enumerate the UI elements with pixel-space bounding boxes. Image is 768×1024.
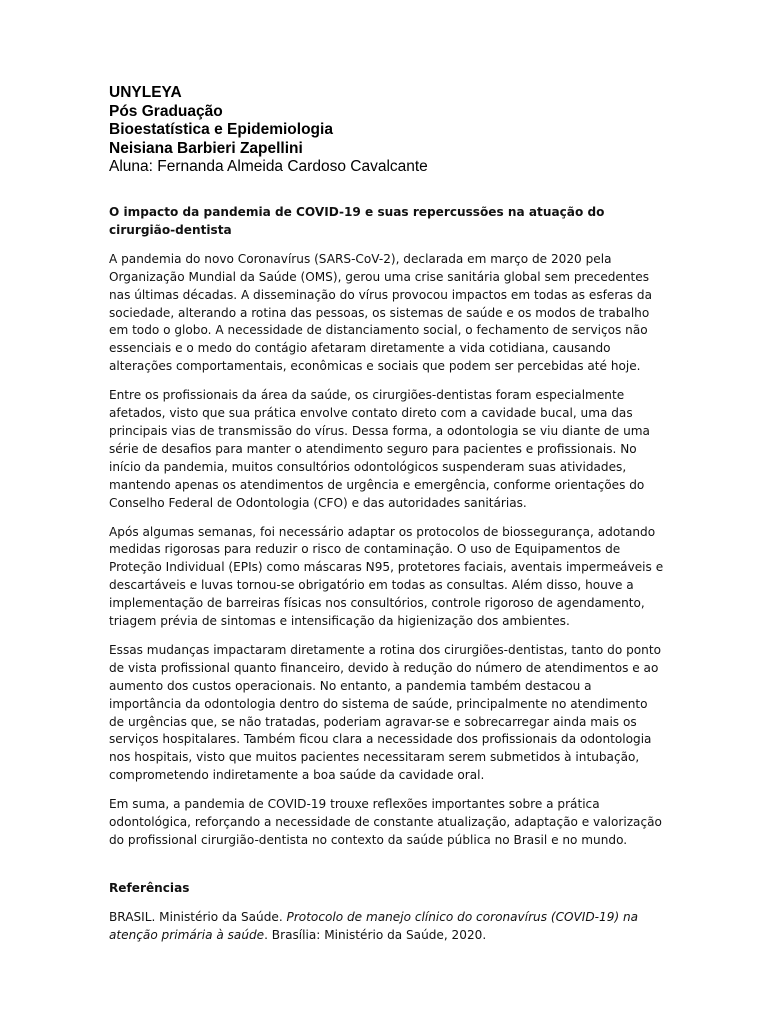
paragraph-4: Essas mudanças impactaram diretamente a rotina dos cirurgiões-dentistas, tanto do ponto de vista profissional quanto financeiro, devido à redução do número de atendimentos e ao aumento dos custos operacionais. No entanto, a pandemia também destacou a importância da odontologia dentro do sistema de saúde, principalmente no atendimento de urgências que, se não tratadas, poderiam agravar-se e sobrecarregar ainda mais os serviços hospitalares. Também ficou clara a necessidade dos profissionais da odontologia nos hospitais, visto que muitos pacientes necessitaram serem submetidos à intubação, comprometendo indiretamente a boa saúde da cavidade oral. — [109, 642, 661, 783]
references-title: Referências — [109, 880, 190, 895]
reference-publisher: . Brasília: Ministério da Saúde, 2020. — [264, 927, 487, 942]
paragraph-3: Após algumas semanas, foi necessário adaptar os protocolos de biossegurança, adotando medidas rigorosas para reduzir o risco de contaminação. O uso de Equipamentos de Proteção Individual (EPIs) como máscaras N95, protetores faciais, aventais impermeáveis e descartáveis e luvas tornou-se obrigatório em todas as consultas. Além disso, houve a implementação de barreiras físicas nos consultórios, controle rigoroso de agendamento, triagem prévia de sintomas e intensificação da higienização dos ambientes. — [109, 524, 664, 629]
document-header — [109, 84, 428, 177]
paragraph-2: Entre os profissionais da área da saúde, os cirurgiões-dentistas foram especialmente afetados, visto que sua prática envolve contato direto com a cavidade bucal, uma das principais vias de transmissão do vírus. Dessa forma, a odontologia se viu diante de uma série de desafios para manter o atendimento seguro para pacientes e profissionais. No início da pandemia, muitos consultórios odontológicos suspenderam suas atividades, mantendo apenas os atendimentos de urgência e emergência, conforme orientações do Conselho Federal de Odontologia (CFO) e das autoridades sanitárias. — [109, 388, 650, 510]
paragraph-5: Em suma, a pandemia de COVID-19 trouxe reflexões importantes sobre a prática odontológica, reforçando a necessidade de constante atualização, adaptação e valorização do profissional cirurgião-dentista no contexto da saúde pública no Brasil e no mundo. — [109, 797, 662, 847]
professor-name: Neisiana Barbieri Zapellini — [109, 139, 303, 157]
document-body — [109, 204, 664, 956]
reference-author: BRASIL. Ministério da Saúde. — [109, 909, 287, 924]
paragraph-1: A pandemia do novo Coronavírus (SARS-CoV-2), declarada em março de 2020 pela Organização Mundial da Saúde (OMS), gerou uma crise sanitária global sem precedentes nas últimas décadas. A disseminação do vírus provocou impactos em todas as esferas da sociedade, alterando a rotina das pessoas, os sistemas de saúde e os modos de trabalho em todo o globo. A necessidade de distanciamento social, o fechamento de serviços não essenciais e o medo do contágio afetaram diretamente a vida cotidiana, causando alterações comportamentais, econômicas e sociais que podem ser percebidas até hoje. — [109, 251, 652, 374]
institution-name: UNYLEYA — [109, 84, 182, 101]
article-title: O impacto da pandemia de COVID-19 e suas repercussões na atuação do cirurgião-dentista — [109, 205, 605, 237]
program-name: Pós Graduação — [109, 102, 223, 120]
reference-item — [109, 909, 664, 945]
reference-work-title: Protocolo de manejo clínico do coronavírus (COVID-19) na atenção primária à saúde — [109, 909, 639, 942]
student-name: Aluna: Fernanda Almeida Cardoso Cavalcante — [109, 158, 428, 176]
course-name: Bioestatística e Epidemiologia — [109, 121, 333, 139]
